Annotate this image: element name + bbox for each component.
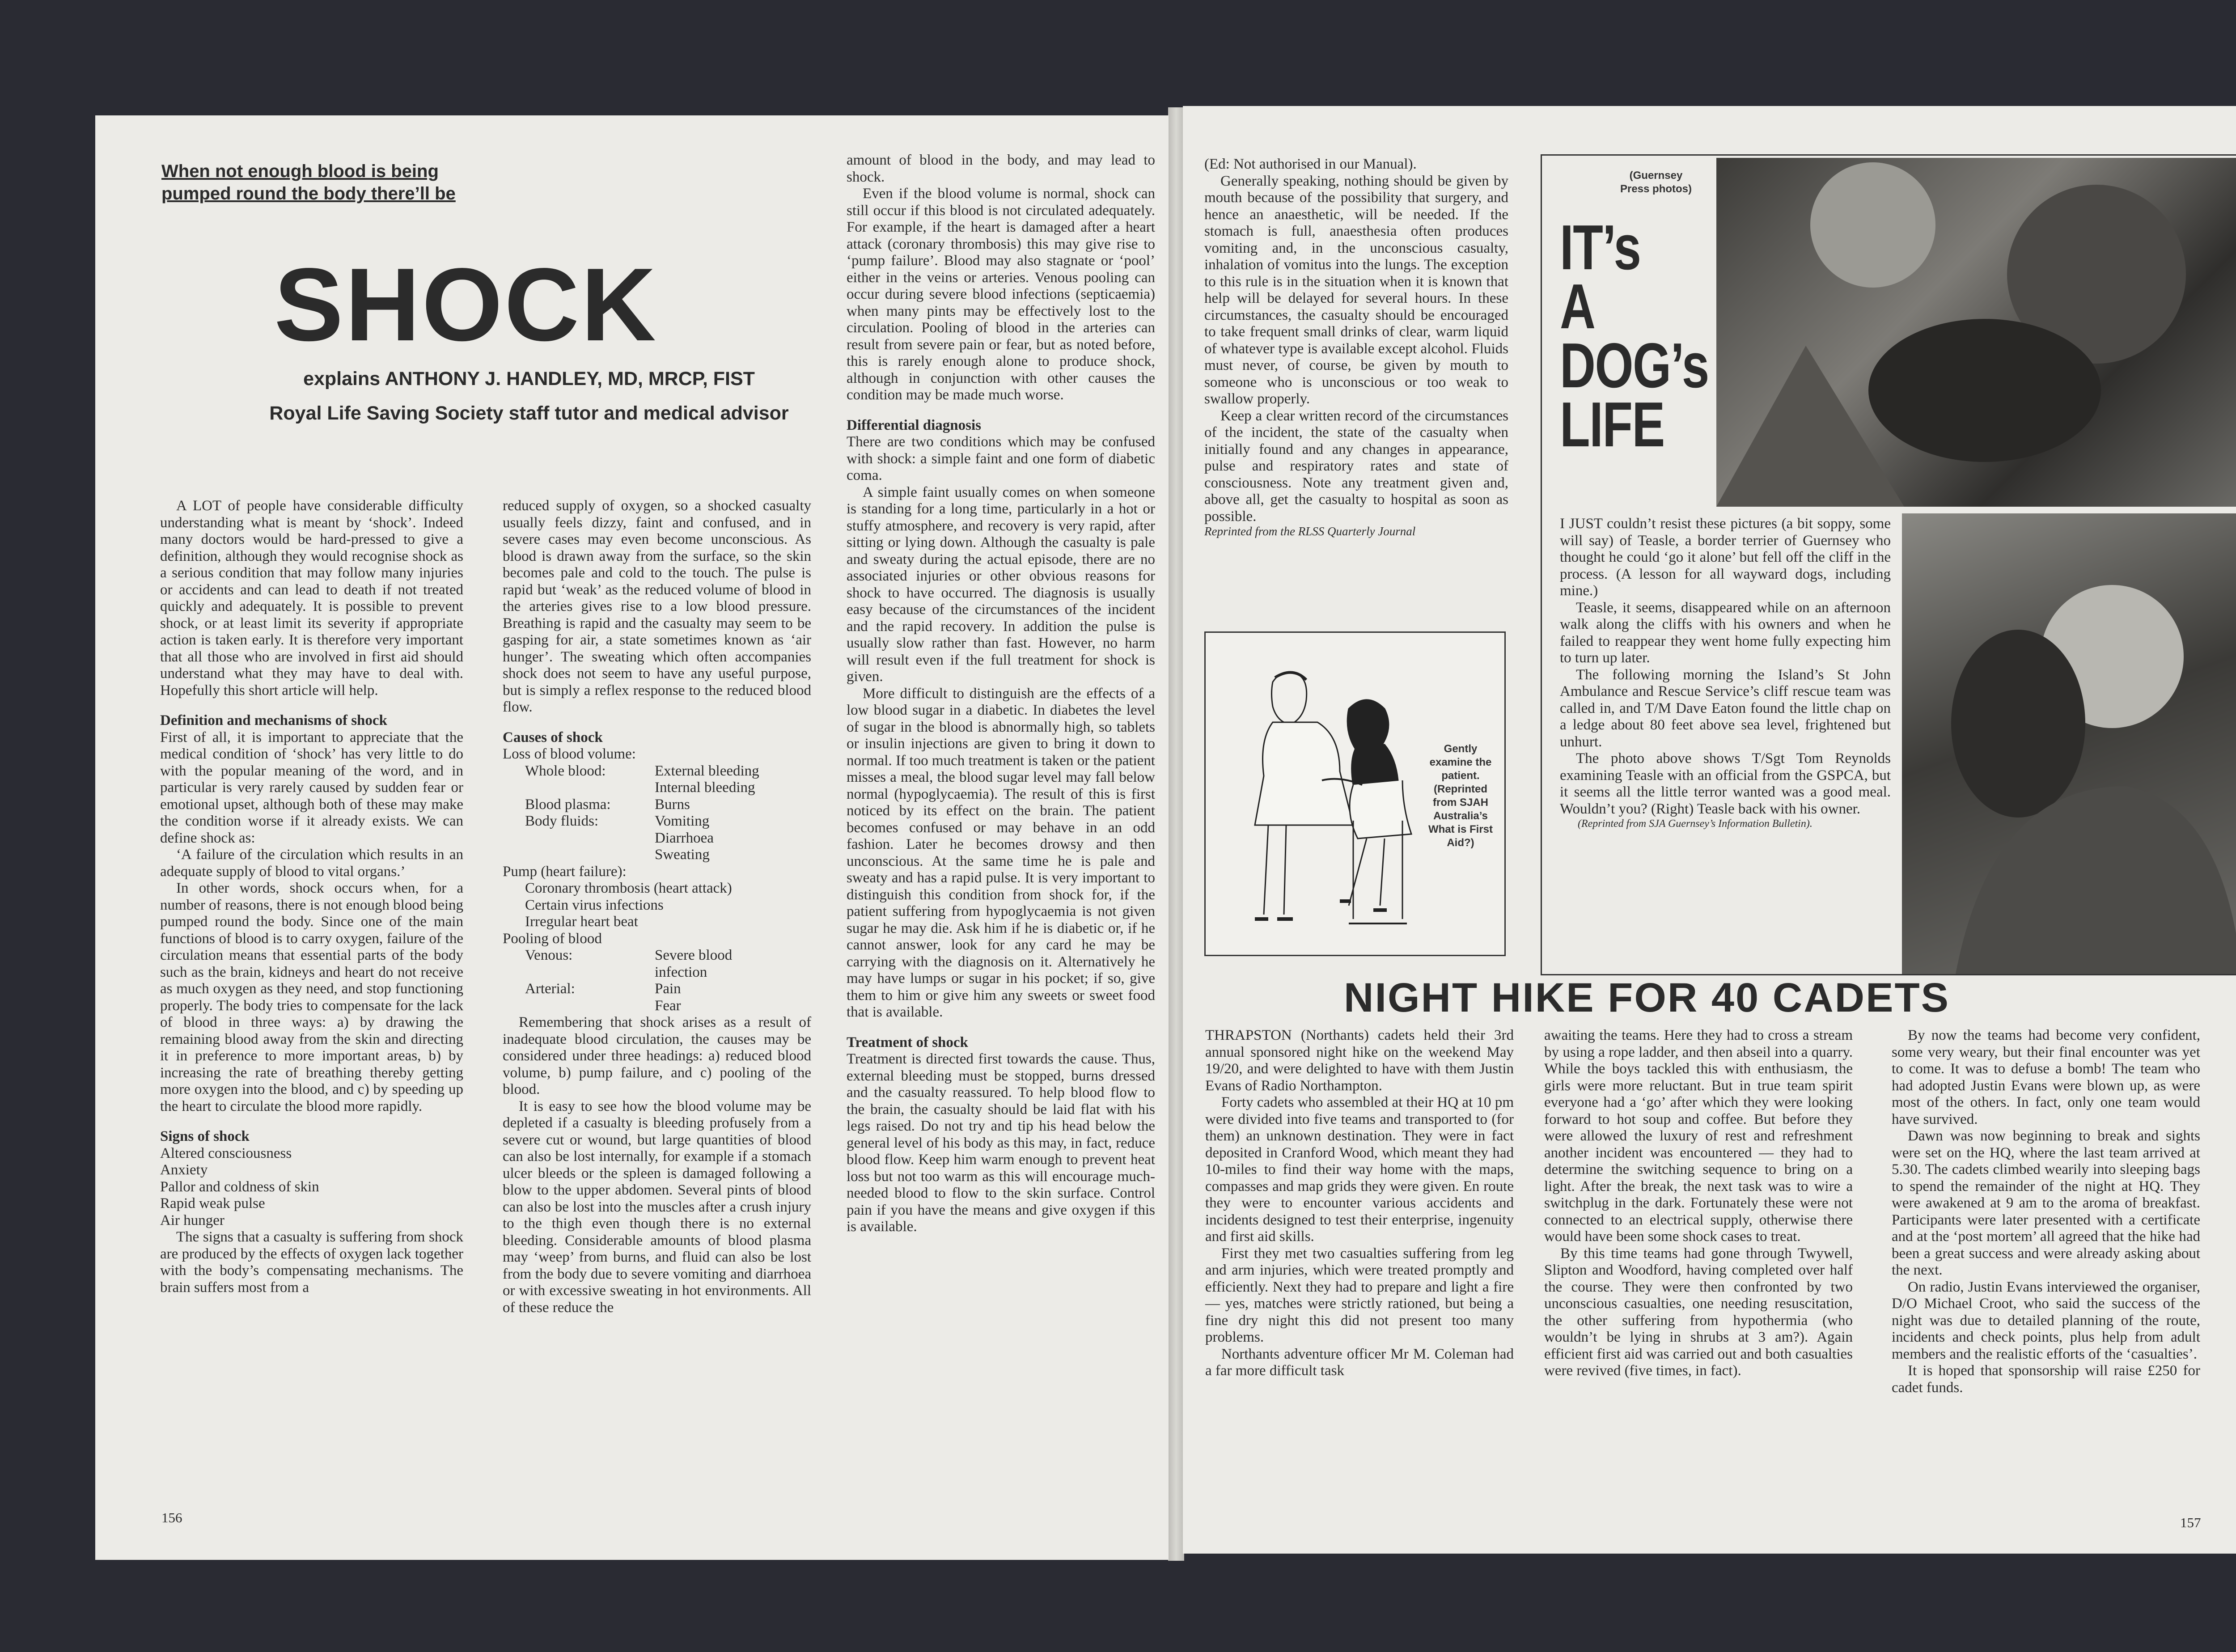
paragraph: Teasle, it seems, disappeared while on an afternoon walk along the cliffs with his owners and when he failed to reappear they went home fully expecting him to turn up later. <box>1560 599 1891 666</box>
reprint-credit: (Reprinted from SJA Guernsey’s Information Bulletin). <box>1578 818 1813 830</box>
paragraph: By now the teams had become very confident, some very weary, but their final encounter was yet to come. It was to defuse a bomb! The team who had adopted Justin Evans were blown up, as were most of the others. In fact, only one team would have survived. <box>1892 1027 2200 1127</box>
cause-item: Fear <box>655 997 681 1014</box>
list-item: Air hunger <box>160 1212 224 1228</box>
paragraph: On radio, Justin Evans interviewed the organiser, D/O Michael Croot, who said the success of the night was due to detailed planning of the route, incidents and check points, plus help from adult members and the realistic efforts of the ‘casualties’. <box>1892 1279 2200 1362</box>
list-item: Rapid weak pulse <box>160 1195 265 1211</box>
heading-signs: Signs of shock <box>160 1128 250 1144</box>
paragraph: In other words, shock occurs when, for a number of reasons, there is not enough blood being pumped round the body. Since one of the main functions of blood is to carry oxygen, failure of the circulation means that essential parts of the body such as the brain, kidneys and heart do not receive as much oxygen as they need, and stop functioning properly. The body tries to compensate for the lack of blood in three ways: a) by drawing the remaining blood away from the skin and directing it in preference to more important areas, b) by increasing the rate of breathing thereby getting more oxygen into the blood, and c) by speeding up the heart to circulate the blood more rapidly. <box>160 880 463 1114</box>
paragraph: Remembering that shock arises as a result of inadequate blood circulation, the causes may be considered under three headings: a) reduced blood volume, b) pump failure, and c) pooling of the blood. <box>503 1014 811 1097</box>
paragraph: First they met two casualties suffering from leg and arm injuries, which were treated promptly and efficiently. Next they had to prepare and light a fire — yes, matches were strictly rationed, but being a fine dry night this did not present too many problems. <box>1205 1245 1514 1345</box>
paragraph: Keep a clear written record of the circumstances of the incident, the state of the casualty when initially found and any changes in appearance, pulse and respiratory rates and state of consciousness. Note any treatment given and, above all, get the casualty to hospital as soon as possible. <box>1204 407 1508 525</box>
paragraph: awaiting the teams. Here they had to cross a stream by using a rope ladder, and then abseil into a quarry. While the boys tackled this with enthusiasm, the girls were more reluctant. But in true team spirit everyone had a ‘go’ after which they were looking forward to hot soup and coffee. But before they were allowed the luxury of rest and refreshment another incident was encountered — they had to determine the switching sequence to bring on a light. After the break, the next task was to wire a switchplug in the dark. Fortunately these were not connected to an electrical supply, otherwise there would have been some shock cases to treat. <box>1544 1027 1853 1245</box>
cause-item: Burns <box>655 796 690 813</box>
cause-label: Blood plasma: <box>525 796 611 813</box>
title-line: IT’s <box>1560 212 1641 283</box>
paragraph: Forty cadets who assembled at their HQ at 10 pm were divided into five teams and transported to (for them) an unknown destination. They were in fact deposited in Cranford Wood, which meant they had 10-miles to find their way home with the maps, compasses and map grids they were given. En route they were to encounter various accidents and incidents designed to test their enterprise, ingenuity and first aid skills. <box>1205 1094 1514 1245</box>
causes-group-label: Pump (heart failure): <box>503 863 627 880</box>
dog-story-text <box>1560 516 1891 830</box>
cartoon-caption: Gently examine the patient. (Reprinted from SJAH Australia’s What is First Aid?) <box>1428 743 1493 849</box>
owner-photo-illustration <box>1902 513 2236 974</box>
cause-label: Venous: <box>525 947 573 963</box>
causes-group-label: Loss of blood volume: <box>503 746 636 762</box>
dog-story-title <box>1560 212 1709 460</box>
cause-item: Certain virus infections <box>525 897 664 913</box>
cartoon-box <box>1204 631 1506 956</box>
paragraph: Treatment is directed first towards the cause. Thus, external bleeding must be stopped, burns dressed and the casualty reassured. To help blood flow to the brain, the casualty should be laid flat with his legs raised. Do not try and tip his head below the general level of his body as this may, in fact, reduce blood flow. Keep him warm enough to prevent heat loss but not too warm as this will encourage much-needed blood to flow to the skin surface. Control pain if you have the means and give oxygen if this is available. <box>847 1051 1155 1235</box>
causes-list <box>503 746 811 1014</box>
heading-differential: Differential diagnosis <box>847 417 981 433</box>
cause-item: infection <box>655 964 707 980</box>
paragraph: First of all, it is important to appreciate that the medical condition of ‘shock’ has very little to do with the popular meaning of the word, and in particular is very rarely caused by sudden fear or emotional upset, although both of these may make the condition worse if it already exists. We can define shock as: <box>160 729 463 846</box>
cause-item: Coronary thrombosis (heart attack) <box>525 880 732 896</box>
definition-quote: ‘A failure of the circulation which results in an adequate supply of blood to vital organs.’ <box>160 847 463 880</box>
cause-item: Severe blood <box>655 947 733 963</box>
paragraph: Dawn was now beginning to break and sights were set on the HQ, where the last team arrived at 5.30. The cadets climbed wearily into sleeping bags to spend the remainder of the night at HQ. They were awakened at 9 am to the aroma of breakfast. Participants were later presented with a certificate and at the ‘post mortem’ all agreed that the hike had been a great success and were already asking about the next. <box>1892 1128 2200 1278</box>
dog-and-owner-photo <box>1902 513 2236 974</box>
night-hike-column-1 <box>1205 1027 1514 1380</box>
heading-treatment: Treatment of shock <box>847 1034 968 1051</box>
byline-author: explains ANTHONY J. HANDLEY, MD, MRCP, FIST <box>303 368 755 390</box>
shock-column-1 <box>160 498 463 1296</box>
paragraph: The signs that a casualty is suffering from shock are produced by the effects of oxygen lack together with the body’s compensating mechanisms. The brain suffers most from a <box>160 1229 463 1296</box>
list-item: Anxiety <box>160 1162 208 1178</box>
page-number: 156 <box>161 1510 182 1525</box>
paragraph: By this time teams had gone through Twywell, Slipton and Woodford, having completed over half the course. They were then confronted by two unconscious casualties, one needing resuscitation, the other suffering from hypothermia (who wouldn’t be lying in shrubs at 3 am?). Again efficient first aid was carried out and both casualties were revived (five times, in fact). <box>1544 1245 1853 1379</box>
headline-shock: SHOCK <box>274 247 658 363</box>
paragraph: Generally speaking, nothing should be given by mouth because of the possibility that surgery, and hence an anaesthetic, will be needed. If the stomach is full, anaesthesia often produces vomiting and, in the unconscious casualty, inhalation of vomitus into the lungs. The exception to this rule is in the situation when it is known that help will be delayed for several hours. In these circumstances, the casualty should be encouraged to take frequent small drinks of clear, warm liquid of whatever type is available except alcohol. Fluids must never, of course, be given by mouth to someone who is unconscious or too weak to swallow properly. <box>1204 173 1508 407</box>
paragraph: It is easy to see how the blood volume may be depleted if a casualty is bleeding profusely from a severe cut or wound, but large quantities of blood can also be lost internally, for example if a stomach ulcer bleeds or the spleen is damaged following a blow to the upper abdomen. Several pints of blood can also be lost into the muscles after a crush injury to the thigh even though there is no external bleeding. Considerable amounts of blood plasma may ‘weep’ from burns, and fluid can also be lost from the body due to severe vomiting and diarrhoea or with excessive sweating in hot environments. All of these reduce the <box>503 1098 811 1316</box>
left-page <box>95 115 1169 1560</box>
paragraph: I JUST couldn’t resist these pictures (a bit soppy, some will say) of Teasle, a border terrier of Guernsey who thought he could ‘go it alone’ but fell off the cliff in the process. (A lesson for all wayward dogs, including mine.) <box>1560 516 1891 599</box>
paragraph: Northants adventure officer Mr M. Coleman had a far more difficult task <box>1205 1346 1514 1379</box>
cause-label: Arterial: <box>525 981 575 997</box>
cause-item: Sweating <box>655 847 710 863</box>
title-line: DOG’s <box>1560 330 1709 401</box>
cause-label: Whole blood: <box>525 762 606 779</box>
photo-credit: (Guernsey Press photos) <box>1620 169 1692 195</box>
title-line: LIFE <box>1560 389 1664 460</box>
causes-table-volume <box>525 763 759 864</box>
paragraph: (Ed: Not authorised in our Manual). <box>1204 156 1417 172</box>
paragraph: There are two conditions which may be confused with shock: a simple faint and one form of diabetic coma. <box>847 434 1155 483</box>
paragraph: The following morning the Island’s St John Ambulance and Rescue Service’s cliff rescue team was called in, and T/M Dave Eaton found the little chap on a ledge about 80 feet above sea level, frightened but unhurt. <box>1560 666 1891 750</box>
cause-item: Pain <box>655 981 681 997</box>
dog-story-box <box>1541 154 2236 975</box>
cause-label: Body fluids: <box>525 813 599 829</box>
pump-items <box>525 880 811 931</box>
page-number: 157 <box>2180 1515 2201 1530</box>
cause-item: Internal bleeding <box>655 779 755 796</box>
dog-rescue-photo <box>1716 158 2236 507</box>
list-item: Altered consciousness <box>160 1145 292 1161</box>
paragraph: THRAPSTON (Northants) cadets held their 3rd annual sponsored night hike on the weekend May 19/20, and were delighted to have with them Justin Evans of Radio Northampton. <box>1205 1027 1514 1094</box>
title-line: A <box>1560 271 1595 342</box>
nurse-and-patient-cartoon-illustration <box>1206 633 1438 953</box>
kicker-line-1: When not enough blood is being <box>161 161 439 181</box>
paragraph: The photo above shows T/Sgt Tom Reynolds examining Teasle with an official from the GSPCA, but it seems all the little terror wanted was a good meal. Wouldn’t you? (Right) Teasle back with his owner. <box>1560 750 1891 817</box>
cause-item: Diarrhoea <box>655 830 714 846</box>
paragraph: More difficult to distinguish are the effects of a low blood sugar in a diabetic. In diabetes the level of sugar in the blood is abnormally high, so tablets or insulin injections are given to bring it down to normal. If too much treatment is taken or the patient misses a meal, the blood sugar level may fall below normal (hypoglycaemia). The result of this is first noticed by its effect on the brain. The patient becomes confused or may behave in an odd fashion. Later he becomes drowsy and then unconscious. At the same time he is pale and sweaty and has a rapid pulse. It is very important to distinguish this condition from shock for, if the patient suffering from hypoglycaemia is not given sugar he may die. Ask him if he is diabetic or, if he cannot answer, look for any card he may be carrying with the diagnosis on it. Alternatively he may have lumps or sugar in his pocket; if so, give them to him or give him any sweets or sweet food that is available. <box>847 685 1155 1020</box>
shock-continuation-column <box>1204 156 1508 538</box>
shock-column-3 <box>847 152 1155 1236</box>
cause-item: Irregular heart beat <box>525 914 638 930</box>
signs-list <box>160 1145 463 1229</box>
paragraph: reduced supply of oxygen, so a shocked casualty usually feels dizzy, faint and confused, and in severe cases may even become unconscious. As blood is drawn away from the surface, so the skin becomes pale and cold to the touch. The pulse is rapid but ‘weak’ as the reduced volume of blood in the arteries gives rise to a low blood pressure. Breathing is rapid and the casualty may seem to be gasping for air, a state sometimes known as ‘air hunger’. The sweating which often accompanies shock does not seem to have any useful purpose, but is simply a reflex response to the reduced blood flow. <box>503 498 811 715</box>
paragraph: A simple faint usually comes on when someone is standing for a long time, particularly in a hot or stuffy atmosphere, and recovery is very rapid, after sitting or lying down. Although the casualty is pale and sweaty during the actual episode, there are no associated injuries or other obvious reasons for shock to have occurred. The diagnosis is usually easy because of the circumstances of the incident and the rapid recovery. In addition the pulse is usually slow rather than fast. However, no harm will result even if the full treatment for shock is given. <box>847 484 1155 685</box>
night-hike-column-3 <box>1892 1027 2200 1396</box>
rescue-photo-illustration <box>1716 158 2236 507</box>
shock-column-2 <box>503 498 811 1316</box>
paragraph: It is hoped that sponsorship will raise £250 for cadet funds. <box>1892 1363 2200 1396</box>
cause-item: Vomiting <box>655 813 710 829</box>
reprint-credit: Reprinted from the RLSS Quarterly Journal <box>1204 525 1416 538</box>
kicker-line-2: pumped round the body there’ll be <box>161 184 456 203</box>
heading-definition: Definition and mechanisms of shock <box>160 712 387 729</box>
heading-causes: Causes of shock <box>503 729 603 746</box>
paragraph: Even if the blood volume is normal, shock can still occur if this blood is not circulated adequately. For example, if the heart is damaged after a heart attack (coronary thrombosis) this may give rise to ‘pump failure’. Blood may also stagnate or ‘pool’ either in the veins or arteries. Venous pooling can occur during severe blood infections (septicaemia) when many pints may be effectively lost to the circulation. Pooling of blood in the arteries can result from severe pain or fear, but as noted before, this is rarely enough alone to produce shock, although in conjunction with other causes the condition may be made much worse. <box>847 186 1155 403</box>
cause-item: External bleeding <box>655 762 759 779</box>
intro-paragraph: A LOT of people have considerable difficulty understanding what is meant by ‘shock’. Indeed many doctors would be hard-pressed to give a definition, although they would recognise shock as a serious condition that may follow many injuries or accidents and can lead to death if not treated quickly and adequately. It is possible to prevent shock, or at least limit its severity if appropriate action is taken early. It is therefore very important that all those who are involved in first aid should understand what they may have to deal with. Hopefully this short article will help. <box>160 498 463 699</box>
list-item: Pallor and coldness of skin <box>160 1178 319 1195</box>
night-hike-headline: NIGHT HIKE FOR 40 CADETS <box>1344 975 1950 1021</box>
byline-affiliation: Royal Life Saving Society staff tutor and medical advisor <box>269 402 789 424</box>
right-page <box>1183 106 2236 1554</box>
spine-gutter <box>1168 107 1184 1561</box>
night-hike-column-2 <box>1544 1027 1853 1380</box>
causes-table-pooling <box>525 947 732 1014</box>
causes-group-label: Pooling of blood <box>503 930 602 947</box>
paragraph: amount of blood in the body, and may lead to shock. <box>847 152 1155 185</box>
